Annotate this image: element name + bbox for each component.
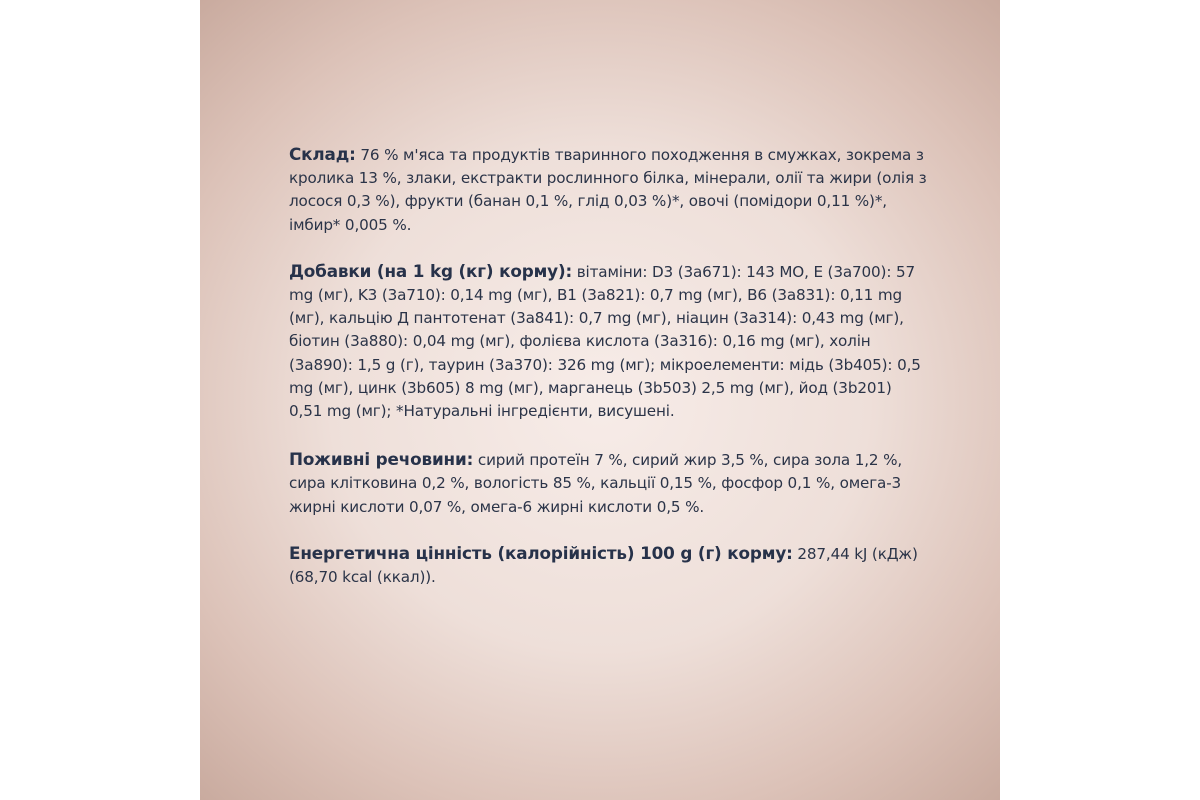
spacer	[289, 423, 929, 448]
label-panel	[200, 0, 1000, 800]
composition-body: 76 % м'яса та продуктів тваринного походження в смужках, зокрема з кролика 13 %, злаки, екстракти рослинного білка, мінерали, олії та жири (олія з лосося 0,3 %), фрукти (банан 0,1 %, глід 0,03 %)*, овочі (помідори 0,11 %)*, імбир* 0,005 %.	[289, 146, 927, 234]
nutrients-paragraph	[289, 448, 929, 519]
nutrients-heading: Поживні речовини:	[289, 449, 474, 470]
ingredients-text-block	[289, 143, 929, 589]
spacer	[289, 237, 929, 260]
additives-paragraph	[289, 260, 929, 423]
energy-body: 287,44 kJ (кДж) (68,70 kcal (ккал)).	[289, 544, 918, 587]
energy-heading: Енергетична цінність (калорійність) 100 g (г) корму:	[289, 542, 793, 563]
composition-paragraph	[289, 143, 929, 237]
additives-body: вітаміни: D3 (3a671): 143 МО, E (3a700): 57 mg (мг), K3 (3a710): 0,14 mg (мг), B1 (3a821): 0,7 mg (мг), B6 (3a831): 0,11 mg (мг), кальцію Д пантотенат (3a841): 0,7 mg (мг), ніацин (3a314): 0,43 mg (мг), біотин (3a880): 0,04 mg (мг), фолієва кислота (3a316): 0,16 mg (мг), холін (3a890): 1,5 g (г), таурин (3a370): 326 mg (мг); мікроелементи: мідь (3b405): 0,5 mg (мг), цинк (3b605) 8 mg (мг), марганець (3b503) 2,5 mg (мг), йод (3b201) 0,51 mg (мг); *Натуральні інгредієнти, висушені.	[289, 262, 921, 421]
composition-heading: Склад:	[289, 144, 356, 164]
energy-paragraph	[289, 542, 929, 589]
additives-heading: Добавки (на 1 kg (кг) корму):	[289, 260, 573, 281]
spacer	[289, 519, 929, 542]
nutrients-body: сирий протеїн 7 %, сирий жир 3,5 %, сира зола 1,2 %, сира клітковина 0,2 %, вологість 85 %, кальції 0,15 %, фосфор 0,1 %, омега-3 жирні кислоти 0,07 %, омега-6 жирні кислоти 0,5 %.	[289, 451, 903, 516]
